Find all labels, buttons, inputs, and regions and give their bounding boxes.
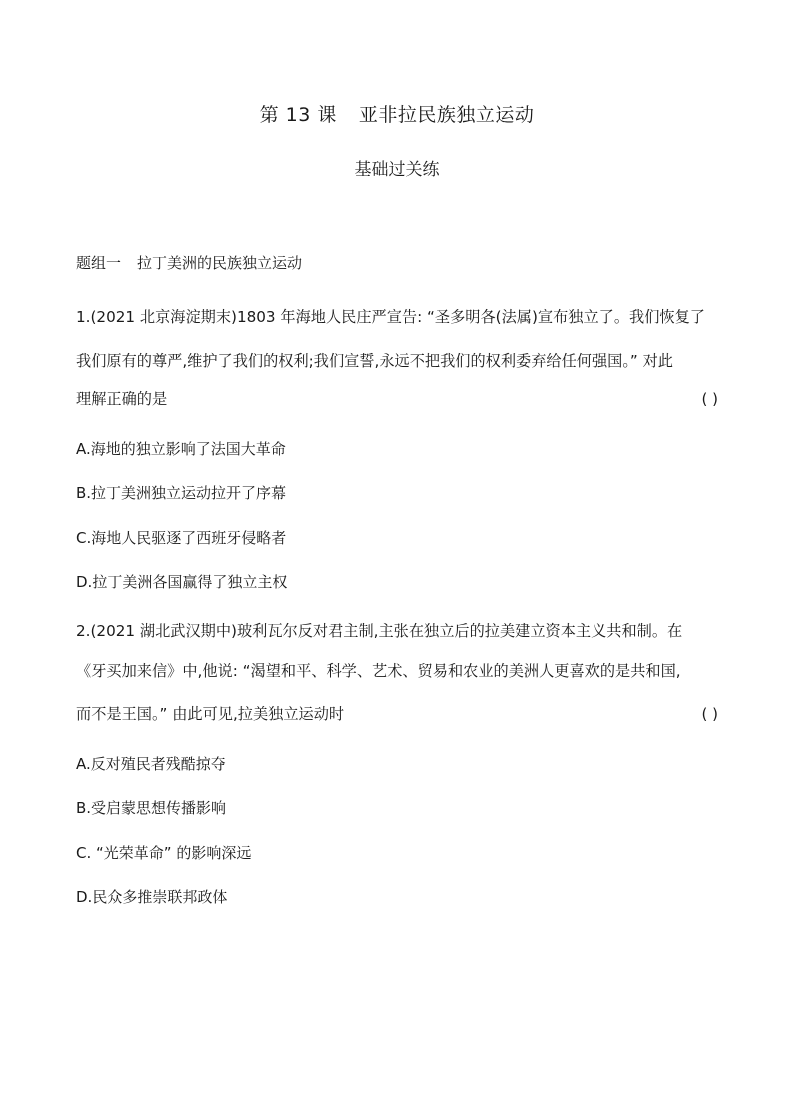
question-2-option-b[interactable]: B.受启蒙思想传播影响 bbox=[76, 799, 227, 817]
question-2-option-d[interactable]: D.民众多推崇联邦政体 bbox=[76, 888, 228, 906]
question-1-option-b[interactable]: B.拉丁美洲独立运动拉开了序幕 bbox=[76, 484, 287, 502]
question-2-option-c[interactable]: C. “光荣革命” 的影响深远 bbox=[76, 844, 252, 862]
question-1-line-2: 我们原有的尊严,维护了我们的权利;我们宣誓,永远不把我们的权利委弃给任何强国。” 对此 bbox=[76, 352, 673, 370]
question-1-option-d[interactable]: D.拉丁美洲各国赢得了独立主权 bbox=[76, 573, 288, 591]
section-label: 题组一 bbox=[76, 254, 122, 272]
question-2-line-1: 2.(2021 湖北武汉期中)玻利瓦尔反对君主制,主张在独立后的拉美建立资本主义共和制。在 bbox=[76, 622, 683, 640]
question-1-option-c[interactable]: C.海地人民驱逐了西班牙侵略者 bbox=[76, 529, 287, 547]
section-title: 拉丁美洲的民族独立运动 bbox=[137, 254, 303, 272]
question-2-line-2: 《牙买加来信》中,他说: “渴望和平、科学、艺术、贸易和农业的美洲人更喜欢的是共和国, bbox=[76, 662, 681, 680]
question-2-answer-bracket[interactable]: ( ) bbox=[701, 705, 718, 723]
exercise-subtitle: 基础过关练 bbox=[354, 160, 440, 180]
question-1-line-1: 1.(2021 北京海淀期末)1803 年海地人民庄严宣告: “圣多明各(法属)宣布独立了。我们恢复了 bbox=[76, 308, 705, 326]
lesson-number: 第 13 课 bbox=[259, 104, 337, 126]
question-2-line-3: 而不是王国。” 由此可见,拉美独立运动时 bbox=[76, 705, 345, 723]
question-2-option-a[interactable]: A.反对殖民者残酷掠夺 bbox=[76, 755, 226, 773]
question-1-answer-bracket[interactable]: ( ) bbox=[701, 390, 718, 408]
section-heading bbox=[76, 252, 302, 273]
lesson-name: 亚非拉民族独立运动 bbox=[358, 104, 535, 126]
question-1-line-3: 理解正确的是 bbox=[76, 390, 168, 408]
question-1-option-a[interactable]: A.海地的独立影响了法国大革命 bbox=[76, 440, 286, 458]
lesson-title bbox=[0, 100, 794, 127]
